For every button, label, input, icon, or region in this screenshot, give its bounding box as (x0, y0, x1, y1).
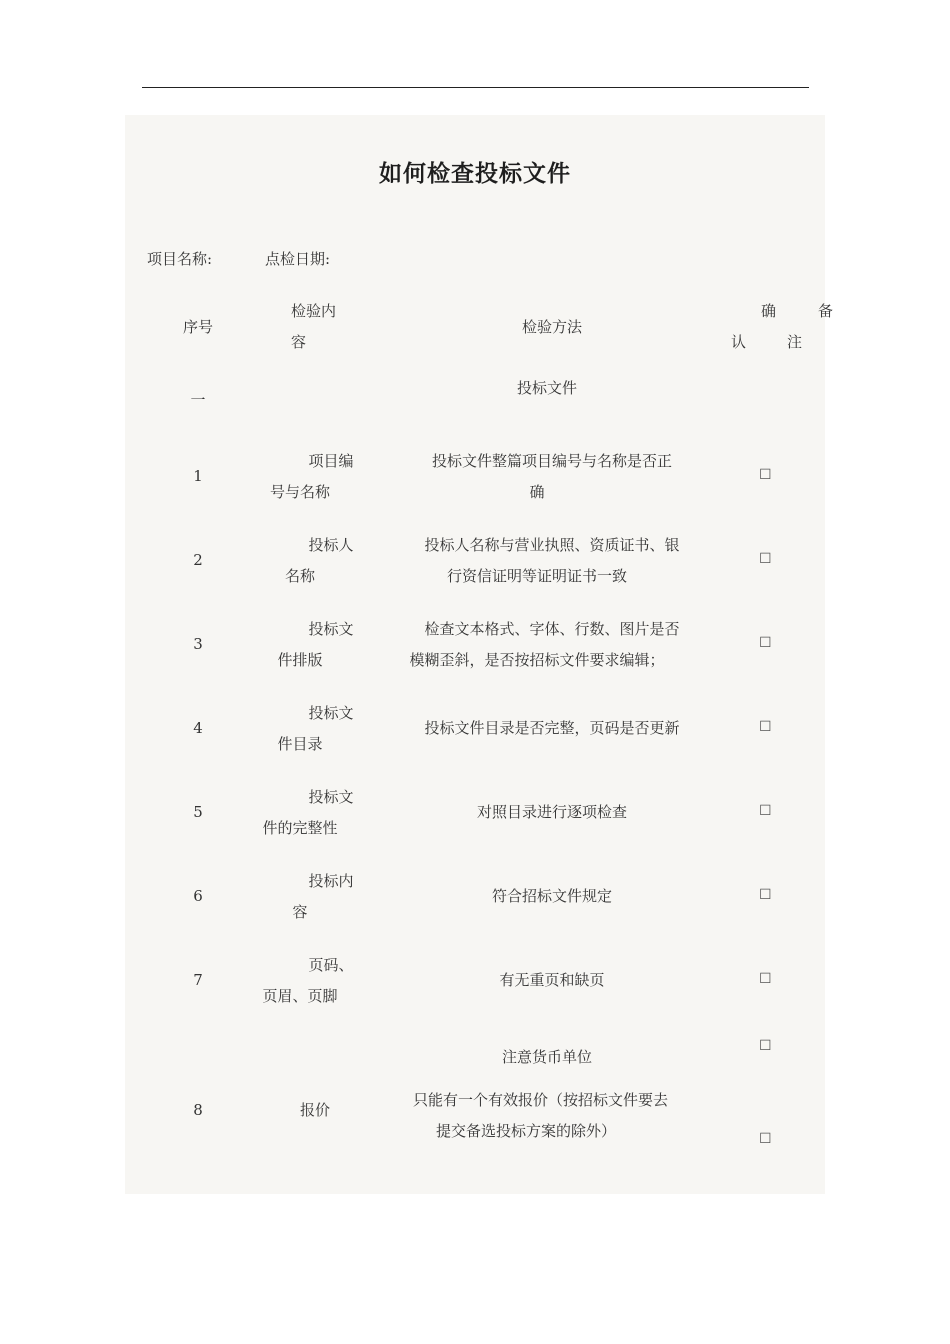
row-2-confirm-checkbox[interactable]: ☐ (759, 551, 772, 567)
row-7-item-line2: 页眉、页脚 (262, 987, 338, 1005)
row-2-item-line2: 名称 (284, 567, 315, 585)
row-2-method-line2: 行资信证明等证明证书一致 (446, 567, 627, 585)
row-1-method-line2: 确 (529, 483, 545, 501)
row-3-method-line1: 检查文本格式、字体、行数、图片是否 (424, 620, 680, 638)
project-name-label: 项目名称: (147, 250, 213, 268)
row-4-confirm-checkbox[interactable]: ☐ (759, 719, 772, 735)
row-6-item-line1: 投标内 (308, 872, 354, 890)
row-4-method-line1: 投标文件目录是否完整，页码是否更新 (424, 719, 680, 737)
page-title: 如何检查投标文件 (379, 161, 571, 187)
section-name: 投标文件 (516, 379, 577, 397)
header-method: 检验方法 (521, 318, 582, 336)
row-8-seq: 8 (193, 1101, 203, 1119)
row-3-confirm-checkbox[interactable]: ☐ (759, 635, 772, 651)
row-4-seq: 4 (193, 719, 203, 737)
row-3-item-line2: 件排版 (277, 651, 323, 669)
row-5-seq: 5 (193, 803, 203, 821)
header-seq: 序号 (182, 318, 213, 336)
header-rule (142, 87, 809, 88)
row-2-method-line1: 投标人名称与营业执照、资质证书、银 (424, 536, 680, 554)
row-8-method-line1: 只能有一个有效报价（按招标文件要去 (413, 1091, 669, 1109)
row-6-seq: 6 (193, 887, 203, 905)
row-1-method-line1: 投标文件整篇项目编号与名称是否正 (431, 452, 672, 470)
row-7-seq: 7 (193, 971, 203, 989)
row-5-item-line1: 投标文 (308, 788, 354, 806)
row-8-confirm-checkbox-b[interactable]: ☐ (759, 1131, 772, 1147)
row-4-item-line2: 件目录 (277, 735, 323, 753)
row-3-method-line2: 模糊歪斜，是否按招标文件要求编辑； (409, 651, 665, 669)
row-3-seq: 3 (193, 635, 203, 653)
row-8-method-line2: 提交备选投标方案的除外） (436, 1122, 617, 1140)
row-6-item-line2: 容 (292, 903, 308, 921)
row-7-method-line1: 有无重页和缺页 (499, 971, 605, 989)
row-2-item-line1: 投标人 (308, 536, 354, 554)
header-confirm-line1: 确 (761, 302, 777, 320)
row-1-confirm-checkbox[interactable]: ☐ (759, 467, 772, 483)
document-sheet (125, 115, 834, 1194)
row-6-method-line1: 符合招标文件规定 (491, 887, 612, 905)
row-8-item: 报价 (300, 1101, 331, 1119)
row-1-item-line1: 项目编 (308, 452, 354, 470)
header-remark-line2: 注 (787, 333, 803, 351)
row-2-seq: 2 (193, 551, 203, 569)
row-1-item-line2: 号与名称 (269, 483, 330, 501)
row-1-seq: 1 (193, 467, 203, 485)
header-remark-line1: 备 (818, 302, 834, 320)
row-5-item-line2: 件的完整性 (262, 819, 338, 837)
row-7-confirm-checkbox[interactable]: ☐ (759, 971, 772, 987)
section-seq: 一 (190, 391, 206, 409)
row-5-method-line1: 对照目录进行逐项检查 (476, 803, 627, 821)
row-5-confirm-checkbox[interactable]: ☐ (759, 803, 772, 819)
row-8-method-currency: 注意货币单位 (502, 1048, 593, 1066)
row-4-item-line1: 投标文 (308, 704, 354, 722)
check-date-label: 点检日期: (265, 250, 331, 268)
header-item-line2: 容 (291, 333, 307, 351)
row-6-confirm-checkbox[interactable]: ☐ (759, 887, 772, 903)
header-confirm-line2: 认 (731, 333, 747, 351)
header-item-line1: 检验内 (291, 302, 337, 320)
row-7-item-line1: 页码、 (308, 956, 354, 974)
row-3-item-line1: 投标文 (308, 620, 354, 638)
row-8-confirm-checkbox-a[interactable]: ☐ (759, 1038, 772, 1054)
